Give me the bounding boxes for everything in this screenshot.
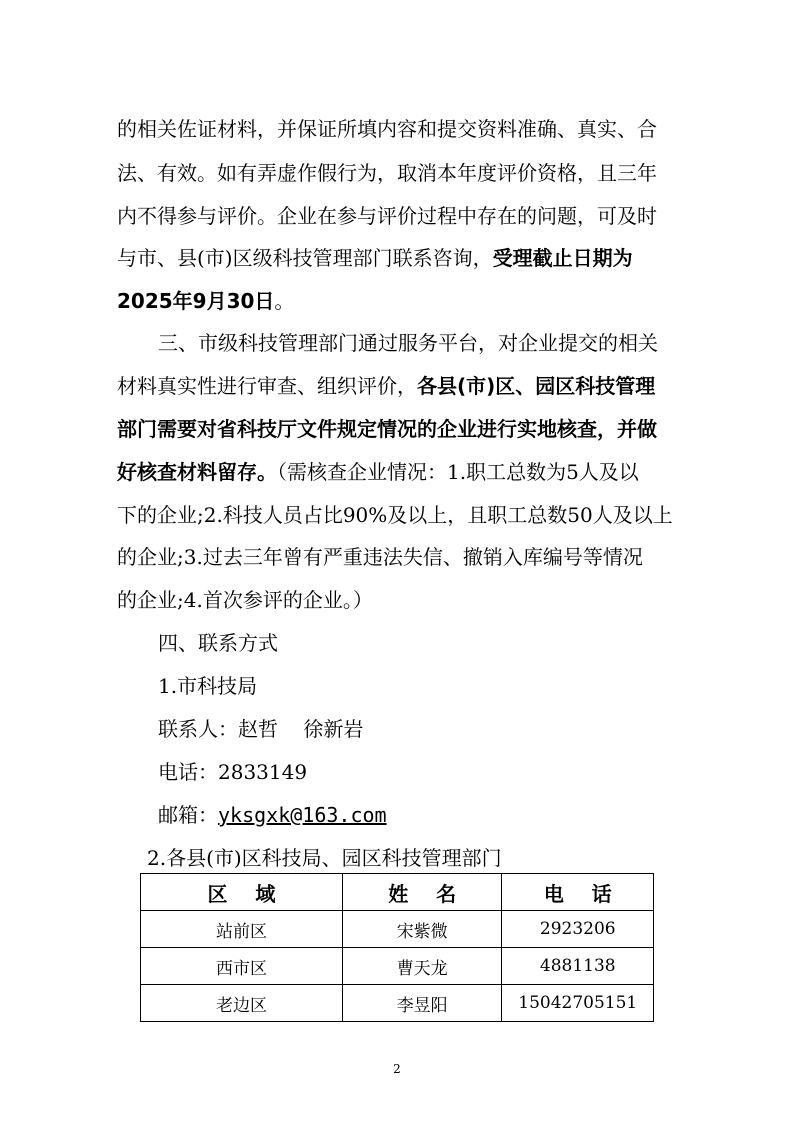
text-line (117, 285, 294, 314)
bold-text: 好核查材料留存。 (117, 460, 277, 484)
contact-item-2: 2.各县(市)区科技局、园区科技管理部门 (147, 846, 502, 870)
phone-line (158, 756, 307, 785)
text-line (117, 242, 633, 271)
text-line: 法、有效。如有弄虚作假行为，取消本年度评价资格，且三年 (117, 161, 657, 185)
header-name: 姓 名 (342, 874, 502, 911)
email-link[interactable]: yksgxk@163.com (218, 803, 387, 827)
header-phone: 电 话 (502, 874, 654, 911)
text-span: 。 (274, 289, 295, 313)
table-cell-phone: 2923206 (502, 911, 654, 948)
text-span: （需核查企业情况：1.职工总数为5人及以 (277, 460, 639, 484)
table-cell-name: 李昱阳 (342, 985, 502, 1022)
table-cell-region: 站前区 (141, 911, 343, 948)
text-line: 的相关佐证材料，并保证所填内容和提交资料准确、真实、合 (117, 117, 657, 141)
table-cell-phone: 4881138 (502, 948, 654, 985)
table-cell-name: 宋紫微 (342, 911, 502, 948)
contact-names: 赵哲 徐新岩 (238, 717, 364, 741)
table-cell-region: 老边区 (141, 985, 343, 1022)
text-line (117, 456, 639, 485)
contact-persons (158, 713, 363, 742)
contact-item-1: 1.市科技局 (158, 674, 258, 698)
text-line (117, 370, 655, 399)
table-cell-region: 西市区 (141, 948, 343, 985)
contacts-table (140, 873, 654, 1022)
text-span: 与市、县(市)区级科技管理部门联系咨询， (117, 246, 493, 270)
text-line: 下的企业;2.科技人员占比90%及以上，且职工总数50人及以上 (117, 503, 673, 527)
table-row (141, 911, 654, 948)
table-cell-phone: 15042705151 (502, 985, 654, 1022)
table-header-row (141, 874, 654, 911)
deadline-date: 2025年9月30日 (117, 289, 275, 313)
section-heading: 四、联系方式 (158, 631, 278, 655)
table-row (141, 948, 654, 985)
table-row (141, 985, 654, 1022)
text-line: 部门需要对省科技厅文件规定情况的企业进行实地核查，并做 (117, 417, 657, 441)
contact-label: 联系人： (158, 717, 238, 741)
phone-number: 2833149 (218, 760, 308, 784)
page-number: 2 (393, 1062, 401, 1076)
text-span: 材料真实性进行审查、组织评价， (117, 374, 417, 398)
email-label: 邮箱： (158, 803, 218, 827)
text-line: 内不得参与评价。企业在参与评价过程中存在的问题，可及时 (117, 204, 657, 228)
email-line (158, 799, 387, 828)
phone-label: 电话： (158, 760, 218, 784)
header-region: 区 域 (141, 874, 343, 911)
bold-text: 各县(市)区、园区科技管理 (417, 374, 656, 398)
text-line: 的企业;3.过去三年曾有严重违法失信、撤销入库编号等情况 (117, 545, 643, 569)
deadline-text: 受理截止日期为 (492, 246, 633, 270)
text-line: 三、市级科技管理部门通过服务平台，对企业提交的相关 (158, 331, 658, 355)
table-cell-name: 曹天龙 (342, 948, 502, 985)
text-line: 的企业;4.首次参评的企业。） (117, 588, 373, 612)
